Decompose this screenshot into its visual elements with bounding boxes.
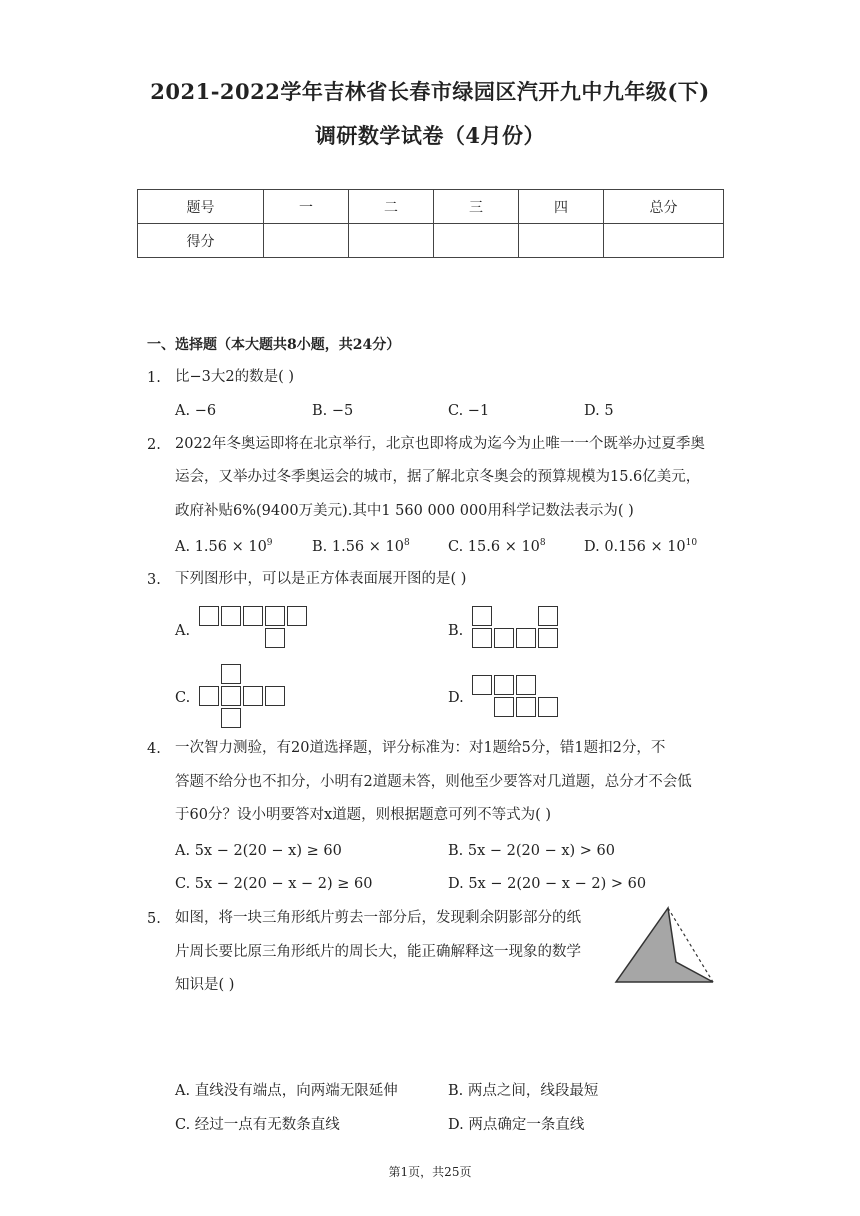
option-c[interactable]: C. 5x − 2(20 − x − 2) ≥ 60 — [175, 876, 373, 892]
option-b[interactable]: B. 5x − 2(20 − x) > 60 — [448, 843, 615, 859]
question-text: 答题不给分也不扣分，小明有2道题未答，则他至少要答对几道题，总分才不会低 — [175, 774, 692, 790]
net-square — [472, 628, 492, 648]
option-text: D. 0.156 × 10 — [584, 538, 686, 555]
score-cell[interactable] — [264, 224, 349, 258]
net-square — [516, 628, 536, 648]
option-a[interactable]: A. 5x − 2(20 − x) ≥ 60 — [175, 843, 342, 859]
question-text: 运会，又举办过冬季奥运会的城市，据了解北京冬奥会的预算规模为15.6亿美元， — [175, 469, 701, 485]
net-square — [494, 628, 514, 648]
question-number: 4. — [147, 741, 161, 757]
net-square — [265, 686, 285, 706]
net-square — [199, 686, 219, 706]
score-table — [137, 189, 724, 258]
question-text: 下列图形中，可以是正方体表面展开图的是( ) — [175, 571, 467, 587]
net-square — [494, 697, 514, 717]
question-text: 政府补贴6%(9400万美元).其中1 560 000 000用科学记数法表示为( ) — [175, 503, 634, 519]
net-square — [199, 606, 219, 626]
question-text: 比−3大2的数是( ) — [175, 369, 295, 385]
option-c[interactable]: C. −1 — [448, 403, 490, 419]
option-a[interactable]: A. 直线没有端点，向两端无限延伸 — [175, 1083, 398, 1099]
option-c[interactable]: C. — [175, 690, 191, 706]
title-line-2: 调研数学试卷（4月份） — [314, 123, 546, 148]
score-cell[interactable] — [604, 224, 724, 258]
net-square — [516, 697, 536, 717]
score-cell[interactable] — [434, 224, 519, 258]
net-square — [221, 708, 241, 728]
score-table-header-row — [138, 190, 724, 224]
net-square — [221, 606, 241, 626]
net-square — [287, 606, 307, 626]
option-text: B. 1.56 × 10 — [312, 538, 404, 555]
row-label-cell: 得分 — [138, 224, 264, 258]
header-cell: 总分 — [604, 190, 724, 224]
option-b[interactable] — [312, 538, 410, 555]
question-text: 一次智力测验，有20道选择题，评分标准为：对1题给5分，错1题扣2分，不 — [175, 740, 666, 756]
option-a[interactable]: A. −6 — [175, 403, 217, 419]
net-square — [265, 606, 285, 626]
exponent: 10 — [685, 538, 698, 548]
option-b[interactable]: B. −5 — [312, 403, 354, 419]
option-b[interactable]: B. — [448, 623, 464, 639]
header-cell: 题号 — [138, 190, 264, 224]
net-square — [472, 606, 492, 626]
question-number: 5. — [147, 911, 161, 927]
score-cell[interactable] — [519, 224, 604, 258]
title-line-1: 2021-2022学年吉林省长春市绿园区汽开九中九年级(下) — [150, 79, 710, 104]
exponent: 9 — [266, 538, 273, 548]
option-c[interactable] — [448, 538, 546, 555]
question-text: 知识是( ) — [175, 977, 235, 993]
question-text: 于60分？设小明要答对x道题，则根据题意可列不等式为( ) — [175, 807, 552, 823]
header-cell: 一 — [264, 190, 349, 224]
exponent: 8 — [539, 538, 546, 548]
question-text: 片周长要比原三角形纸片的周长大，能正确解释这一现象的数学 — [175, 944, 581, 960]
question-text: 2022年冬奥运即将在北京举行，北京也即将成为迄今为止唯一一个既举办过夏季奥 — [175, 436, 705, 452]
net-square — [538, 628, 558, 648]
net-square — [221, 686, 241, 706]
net-square — [538, 697, 558, 717]
option-text: C. 15.6 × 10 — [448, 538, 540, 555]
net-square — [265, 628, 285, 648]
header-cell: 二 — [349, 190, 434, 224]
net-square — [516, 675, 536, 695]
option-d[interactable]: D. 5 — [584, 403, 614, 419]
net-square — [221, 664, 241, 684]
option-a[interactable]: A. — [175, 623, 191, 639]
section-heading: 一、选择题（本大题共8小题，共24分） — [147, 337, 401, 353]
score-table-score-row — [138, 224, 724, 258]
option-d[interactable]: D. 5x − 2(20 − x − 2) > 60 — [448, 876, 647, 892]
header-cell: 四 — [519, 190, 604, 224]
option-d[interactable]: D. — [448, 690, 464, 706]
net-square — [243, 686, 263, 706]
option-a[interactable] — [175, 538, 273, 555]
option-c[interactable]: C. 经过一点有无数条直线 — [175, 1117, 340, 1133]
question-number: 1. — [147, 370, 161, 386]
exponent: 8 — [403, 538, 410, 548]
shaded-paper — [616, 908, 713, 982]
net-square — [472, 675, 492, 695]
header-cell: 三 — [434, 190, 519, 224]
page-footer: 第1页，共25页 — [388, 1165, 472, 1179]
option-b[interactable]: B. 两点之间，线段最短 — [448, 1083, 599, 1099]
score-cell[interactable] — [349, 224, 434, 258]
question-number: 2. — [147, 437, 161, 453]
cut-triangle-figure — [612, 904, 722, 990]
option-d[interactable] — [584, 538, 697, 555]
option-text: A. 1.56 × 10 — [175, 538, 267, 555]
question-text: 如图，将一块三角形纸片剪去一部分后，发现剩余阴影部分的纸 — [175, 910, 581, 926]
question-number: 3. — [147, 572, 161, 588]
net-square — [243, 606, 263, 626]
net-square — [494, 675, 514, 695]
net-square — [538, 606, 558, 626]
option-d[interactable]: D. 两点确定一条直线 — [448, 1117, 585, 1133]
